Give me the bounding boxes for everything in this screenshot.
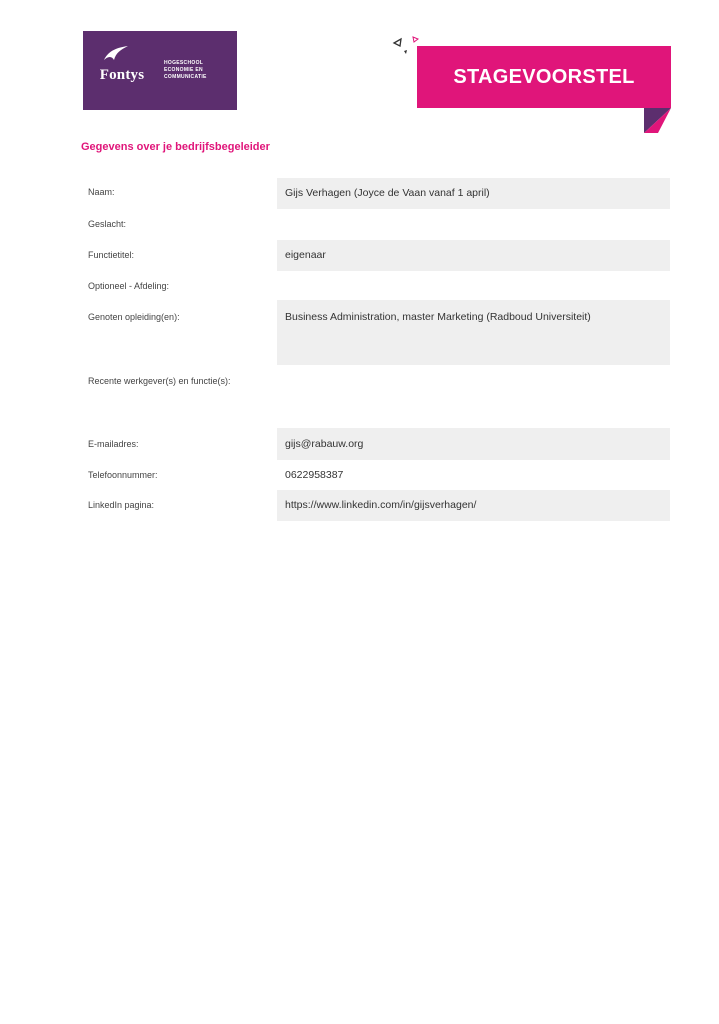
- section-title: Gegevens over je bedrijfsbegeleider: [81, 141, 270, 153]
- field-row-geslacht: [88, 209, 670, 240]
- afdeling-field[interactable]: [277, 271, 670, 300]
- document-title-banner: [417, 46, 671, 108]
- field-row-werkgevers: [88, 365, 670, 428]
- fontys-logo: [83, 31, 237, 110]
- field-label: Naam:: [88, 187, 115, 197]
- telefoon-field[interactable]: 0622958387: [285, 469, 344, 481]
- email-field[interactable]: gijs@rabauw.org: [277, 428, 670, 460]
- werkgevers-field[interactable]: [277, 365, 670, 428]
- field-label: Functietitel:: [88, 250, 135, 260]
- field-label: Telefoonnummer:: [88, 470, 158, 480]
- functietitel-field[interactable]: eigenaar: [277, 240, 670, 271]
- logo-line: COMMUNICATIE: [164, 74, 207, 80]
- field-row-opleiding: [88, 300, 670, 365]
- field-row-naam: [88, 178, 670, 209]
- field-label: Recente werkgever(s) en functie(s):: [88, 376, 231, 386]
- logo-text-block: [160, 32, 236, 109]
- field-label: E-mailadres:: [88, 439, 139, 449]
- banner-corner-icon: [644, 108, 671, 133]
- logo-wordmark: Fontys: [99, 67, 145, 83]
- geslacht-field[interactable]: [277, 209, 670, 240]
- fontys-bird-icon: [102, 44, 130, 62]
- logo-line: HOGESCHOOL: [164, 60, 204, 66]
- field-label: LinkedIn pagina:: [88, 500, 155, 510]
- naam-field[interactable]: Gijs Verhagen (Joyce de Vaan vanaf 1 april): [277, 178, 670, 209]
- field-row-email: [88, 428, 670, 460]
- logo-emblem: [84, 32, 160, 109]
- field-label: Genoten opleiding(en):: [88, 312, 180, 322]
- field-label: Geslacht:: [88, 219, 127, 229]
- document-title: STAGEVOORSTEL: [453, 65, 635, 88]
- field-row-functietitel: [88, 240, 670, 271]
- linkedin-field[interactable]: https://www.linkedin.com/in/gijsverhagen/: [277, 490, 670, 521]
- opleiding-field[interactable]: Business Administration, master Marketing (Radboud Universiteit): [277, 300, 670, 365]
- field-row-linkedin: [88, 490, 670, 521]
- field-row-telefoon: [88, 460, 670, 490]
- logo-line: ECONOMIE EN: [164, 67, 203, 73]
- field-row-afdeling: [88, 271, 670, 300]
- field-label: Optioneel - Afdeling:: [88, 281, 170, 291]
